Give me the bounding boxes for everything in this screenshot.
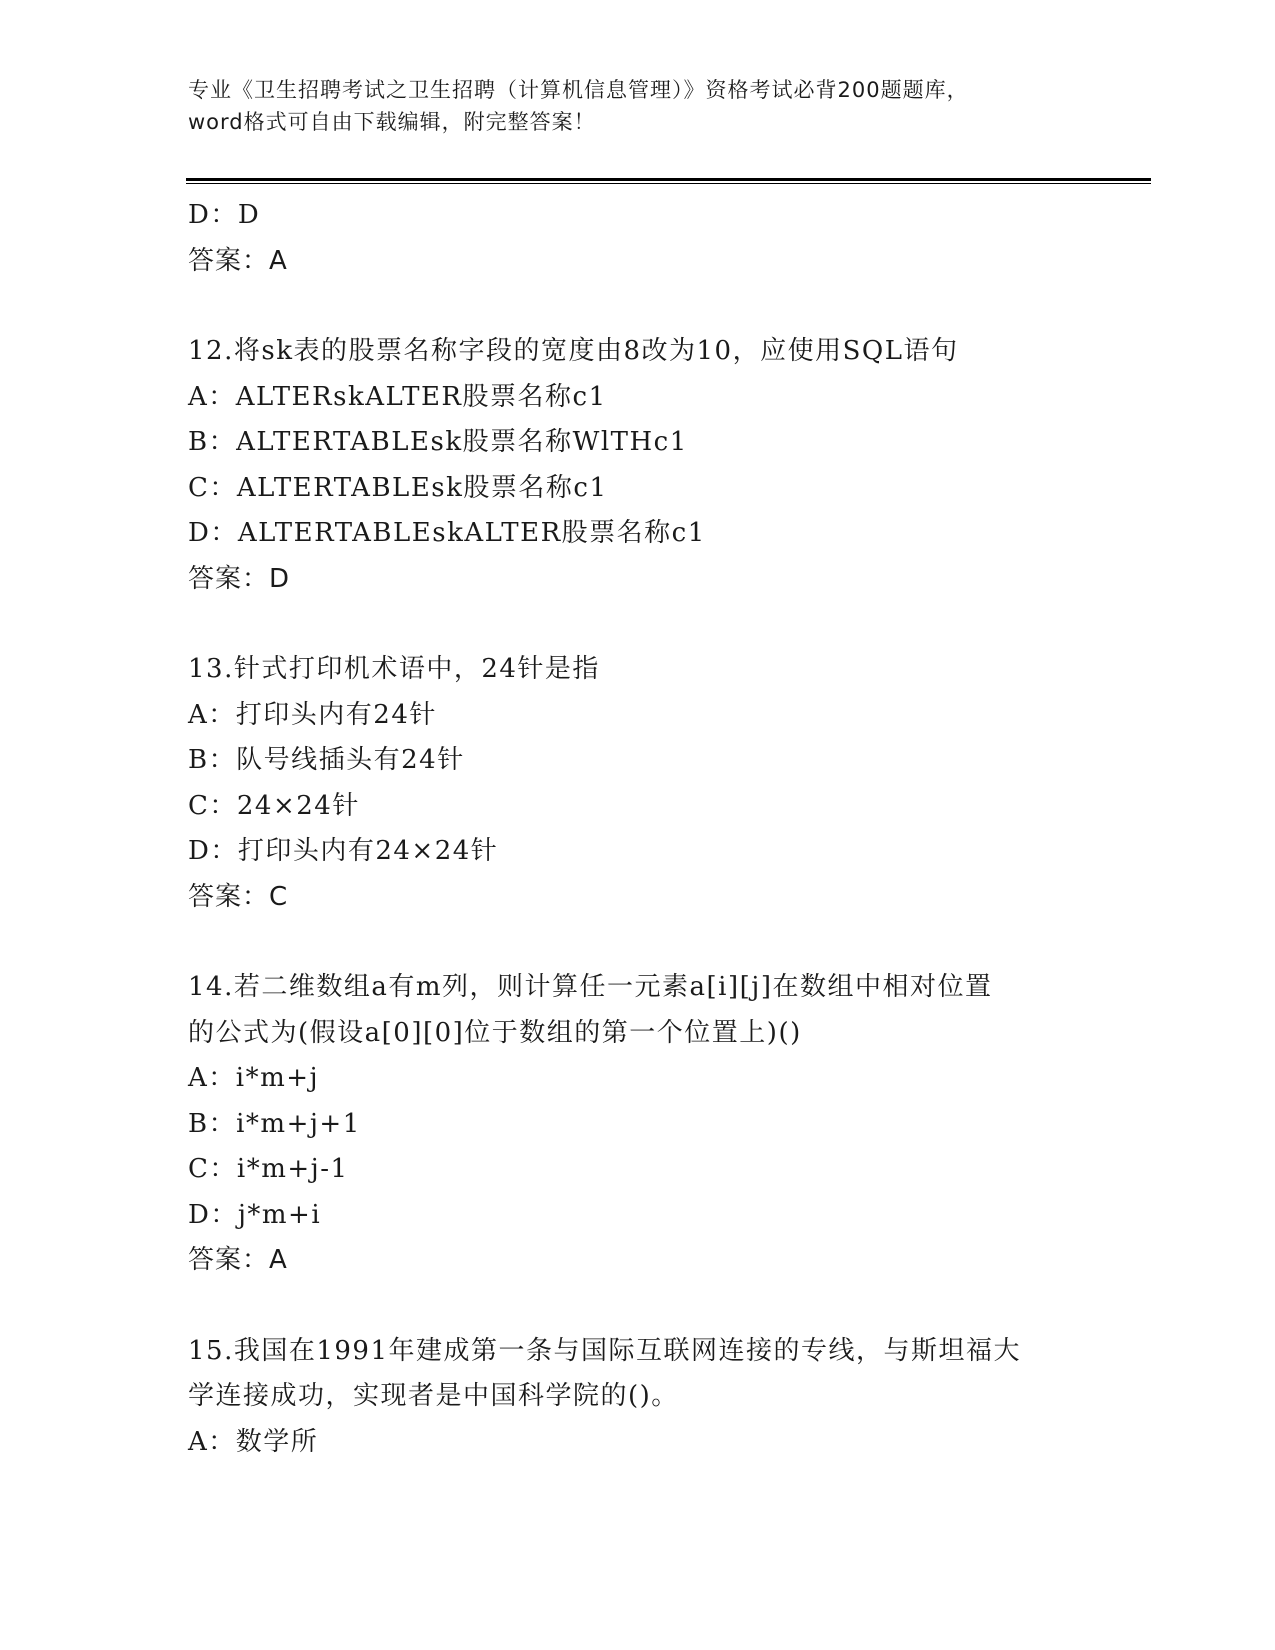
option-d: D：j*m+i [188,1199,322,1230]
question-15 [188,1329,1088,1466]
question-stem-line-2: 学连接成功，实现者是中国科学院的()。 [188,1381,679,1411]
question-14 [188,965,1088,1284]
answer-line: 答案：D [188,563,291,594]
previous-question-tail [188,193,1088,284]
question-stem-line-1: 14.若二维数组a有m列，则计算任一元素a[i][j]在数组中相对位置 [188,972,993,1002]
spacer [188,920,1088,965]
option-b: B：i*m+j+1 [188,1108,361,1139]
question-13 [188,647,1088,920]
option-d: D：打印头内有24×24针 [188,836,499,866]
header-divider-thin [186,183,1151,184]
page-header [188,74,1088,138]
option-d: D：ALTERTABLEskALTER股票名称c1 [188,518,706,548]
option-a: A：i*m+j [188,1063,320,1093]
question-stem-line-1: 15.我国在1991年建成第一条与国际互联网连接的专线，与斯坦福大 [188,1335,1022,1366]
option-c: C：ALTERTABLEsk股票名称c1 [188,472,608,503]
question-stem: 13.针式打印机术语中，24针是指 [188,654,600,684]
question-list [188,193,1088,1465]
option-c: C：24×24针 [188,790,360,821]
answer-line: 答案：A [188,245,288,276]
question-stem: 12.将sk表的股票名称字段的宽度由8改为10，应使用SQL语句 [188,336,959,366]
header-title-line-2: word格式可自由下载编辑，附完整答案！ [188,110,596,134]
header-divider-thick [186,178,1151,181]
option-a: A：数学所 [188,1426,319,1457]
option-a: A：ALTERskALTER股票名称c1 [188,381,607,412]
header-title-line-1: 专业《卫生招聘考试之卫生招聘（计算机信息管理）》资格考试必背200题题库， [188,78,969,102]
question-stem-line-2: 的公式为(假设a[0][0]位于数组的第一个位置上)() [188,1017,802,1048]
option-d: D：D [188,200,261,230]
spacer [188,602,1088,647]
option-b: B：队号线插头有24针 [188,745,465,775]
answer-line: 答案：A [188,1245,288,1275]
option-c: C：i*m+j-1 [188,1154,349,1184]
option-a: A：打印头内有24针 [188,699,437,730]
question-12 [188,329,1088,602]
answer-line: 答案：C [188,881,289,912]
spacer [188,284,1088,329]
option-b: B：ALTERTABLEsk股票名称WlTHc1 [188,427,688,457]
spacer [188,1284,1088,1329]
